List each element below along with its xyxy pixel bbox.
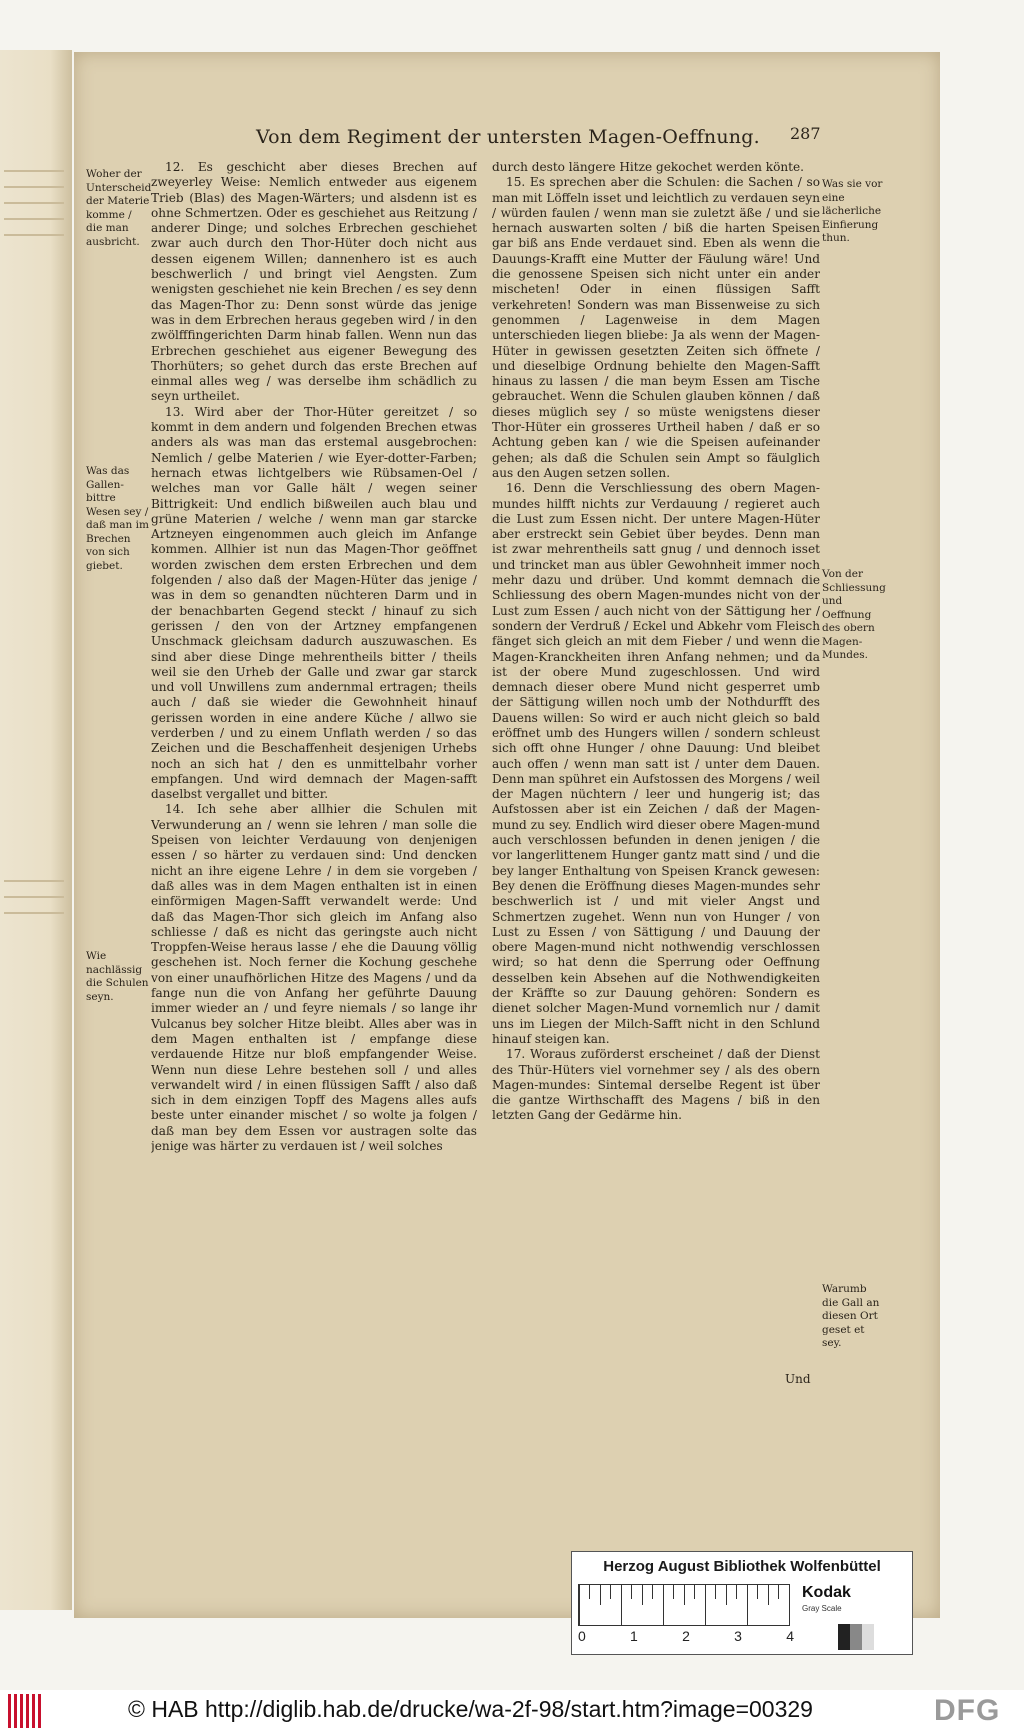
catchword: Und <box>785 1372 811 1386</box>
previous-page-edge <box>0 50 72 1610</box>
library-title: Herzog August Bibliothek Wolfenbüttel <box>603 1558 881 1575</box>
paragraph: 15. Es sprechen aber die Schulen: die Sachen / so man mit Löffeln isset und leichtlich zu verdauen seyn / würden faulen / wenn man sie zuletzt äße / und sie hernach auswarten solten / biß die harten Speisen gar biß ans Ende verdauet sind. Eben als wenn die Dauungs-Krafft eine Mutter der Fäulung wäre! Und die genossene Speisen sich nicht unter ein ander mischeten! Oder in einen flüssigen Safft verkehreten! Sondern was man Bissenweise zu sich genommen / Lagenweise in dem Magen unterschieden liegen bliebe: Ja als wenn der Magen-Hüter in gewissen gesetzten Zeiten sich öffnete / und dieselbige Ordnung behielte den Magen-Safft hinaus zu lassen / die man beym Essen am Tische gebrauchet. Wenn die Schulen glauben können / daß dieses müglich sey / so müste wenigstens dieser Thor-Hüter ein grosseres Urtheil haben / daß er so Achtung geben kan / wie die Speisen aufeinander gehen; als daß die Schulen sein Ampt so fäulglich aus den Augen setzen sollen. <box>492 175 820 480</box>
text-column-left <box>151 160 477 1375</box>
paragraph: 16. Denn die Verschliessung des obern Magen-mundes hilfft nichts zur Verdauung / regieret auch die Lust zum Essen nicht. Der untere Magen-Hüter aber erstreckt sein Gebiet über beydes. Denn man ist zwar mehrentheils satt gnug / und dennoch isset und trincket man aus übler Gewohnheit immer noch mehr dazu und drüber. Und kommt demnach die Schliessung des obern Magen-mundes nicht von der Lust zum Essen / auch nicht von der Sättigung her / sondern der Verdruß / Eckel und Abkehr vom Fleisch fänget sich gleich an mit dem Fieber / und wenn die Magen-Kranckheiten ihren Anfang nehmen; und da ist der obere Mund zugeschlossen. Und wird demnach dieser obere Mund nicht gesperret umb der Sättigung willen noch umb der Nothdurfft des Dauens willen: So wird er auch nicht gleich so bald eröffnet umb des Hungers willen / sondern schleust sich offt ohne Hunger / ohne Dauung: Und bleibet auch offen / wenn man satt ist / unter dem Dauen. Denn man spühret ein Aufstossen des Morgens / weil der Magen nüchtern / leer und hungerig ist; das Aufstossen aber ist ein Zeichen / daß der Magen-mund zu sey. Endlich wird dieser obere Magen-mund auch verschlossen befunden in denen jenigen / die vor langerlittenem Hunger gantz matt sind / und die bey langer Enthaltung von Speisen Kranck gewesen: Bey denen die Eröffnung dieses Magen-mundes sehr beschwerlich ist / und mit vieler Angst und Schmertzen zugehet. Wenn nun von Hunger / von Lust zu Essen / von Sättigung / und Dauung der obere Magen-mund nicht nothwendig verschlossen wird; so hat denn die Sperrung oder Oeffnung desselben kein Absehen auf die Nothwendigkeiten der Kräffte so zur Dauung gehören: Sondern es dienet solcher Magen-Mund vornemlich nur / damit uns im Liegen der Milch-Safft nicht in den Schlund hinauf steigen kan. <box>492 481 820 1046</box>
paragraph: 12. Es geschicht aber dieses Brechen auf zweyerley Weise: Nemlich entweder aus eigenem Trieb (Blas) des Magen-Wärters; und alsdenn ist es ohne Schmertzen. Oder es geschiehet aus Reitzung / anderer Dinge; und solches Erbrechen geschiehet zwar auch durch den Thor-Hüter doch nicht aus dessen eigenem Willen; dannenhero ist es auch beschwerlich / und bringt viel Aengsten. Zum wenigsten geschiehet nie kein Brechen / es sey denn das Magen-Thor zu: Denn sonst würde das jenige was in dem Erbrechen heraus gegeben wird / in den zwölfffingerichten Darm hinab fallen. Wenn nun das Erbrechen geschiehet aus eigener Bewegung des Thorhüters; so gehet durch das erste Brechen auf einmal alles weg / was derselbe ihm schädlich zu seyn urtheilet. <box>151 160 477 404</box>
paragraph: durch desto längere Hitze gekochet werden könte. <box>492 160 805 174</box>
margin-note-left: Was das Gallen-bittre Wesen sey / daß man im Brechen von sich giebet. <box>86 465 149 572</box>
margin-note-left: Woher der Unterscheid der Materie komme / die man ausbricht. <box>86 168 152 248</box>
measurement-ruler <box>578 1584 790 1626</box>
dfg-logo: DFG <box>934 1694 1001 1727</box>
gray-swatch <box>838 1624 850 1650</box>
text-column-right <box>492 160 820 1385</box>
library-label <box>571 1551 913 1655</box>
footer-copyright-link[interactable]: © HAB http://diglib.hab.de/drucke/wa-2f-98/start.htm?image=00329 <box>128 1696 813 1722</box>
paragraph: 14. Ich sehe aber allhier die Schulen mit Verwunderung an / wenn sie lehren / man solle die Speisen von leichter Verdauung von denjenigen essen / so härter zu verdauen sind: Und dencken nicht an ihre eigene Lehre / in dem sie vorgeben / daß alles was in dem Magen enthalten ist in einen einförmigen Magen-Safft verwandelt werde: Und daß das Magen-Thor sich gleich im Anfang also schliesse / daß es nicht das geringste auch nicht Troppfen-Weise heraus lasse / ehe die Dauung völlig geschehen ist. Noch ferner die Kochung geschehe von einer unaufhörlichen Hitze des Magens / und da fange nun die von Anfang her geführte Dauung immer wieder an / und feyre niemals / so lange ihr Vulcanus bey solcher Hitze bleibt. Alles aber was in dem Magen enthalten ist / empfange diese verdauende Hitze nur bloß empfangender Weise. Wenn nun diese Lehre bestehen soll / und alles verwandelt wird / in einen flüssigen Safft / also daß sich in dem einzigen Topff des Magens alles aufs beste unter einander mischet / so wolte ja folgen / daß man bey dem Essen vor austragen solte das jenige was härter zu verdauen ist / weil solches <box>151 802 477 1153</box>
gray-swatch <box>850 1624 862 1650</box>
kodak-brand: Kodak <box>802 1584 851 1601</box>
page-header: Von dem Regiment der untersten Magen-Oeffnung. <box>256 126 760 148</box>
margin-note-left: Wie nachlässig die Schulen seyn. <box>86 950 149 1003</box>
margin-note-right: Warumb die Gall an diesen Ort geset et sey. <box>822 1283 880 1349</box>
barcode-logo-icon <box>8 1694 44 1728</box>
gray-scale-label: Gray Scale <box>802 1604 842 1613</box>
paragraph: 13. Wird aber der Thor-Hüter gereitzet / so kommt in dem andern und folgenden Brechen etwas anders als was man das erstemal ausgebrochen: Nemlich / gelbe Materien / wie Eyer-dotter-Farben; hernach etwas lichtgelbers wie Rübsamen-Oel / welches man vor Galle hält / wegen seiner Bittrigkeit: Und endlich bißweilen auch blau und grüne Materien / welche / wenn man gar starcke Artzneyen eingenommen auch gleich im Anfange kommen. Allhier ist nun das Magen-Thor geöffnet worden zwischen dem ersten Erbrechen und dem folgenden / also daß der Magen-Hüter das jenige / was in dem so genandten nüchteren Darm und in der benachbarten Gegend steckt / hinauf zu sich gerissen / den von der Artzney empfangenen Unschmack gleichsam dadurch auszuwaschen. Es sind aber diese Dinge mehrentheils bitter / theils weil sie den Urheb der Galle und zwar gar starck und voll Unwillens zum andernmal ertragen; theils auch / daß sie wieder die Gewohnheit hinauf gerissen worden in eine andere Küche / allwo sie verderben / und zu einem Unflath werden / so das Zeichen und die Beschaffenheit desjenigen Urhebs noch an sich hat / den es unmittelbahr vorher empfangen. Und wird demnach der Magen-safft daselbst vergallet und bitter. <box>151 404 477 802</box>
margin-note-right: Von der Schliessung und Oeffnung des obern Magen-Mundes. <box>822 568 886 661</box>
margin-note-right: Was sie vor eine lächerliche Einfierung thun. <box>822 178 883 244</box>
ruler-numbers: 0 1 2 3 4 <box>578 1628 794 1644</box>
footer-bar <box>0 1690 1024 1732</box>
paragraph: 17. Woraus zuförderst erscheinet / daß der Dienst des Thür-Hüters viel vornehmer sey / als des obern Magen-mundes: Sintemal derselbe Regent ist über die gantze Wirthschafft des Magens / biß in den letzten Gang der Gedärme hin. <box>492 1047 820 1123</box>
gray-swatch <box>862 1624 874 1650</box>
page-number: 287 <box>790 124 821 143</box>
